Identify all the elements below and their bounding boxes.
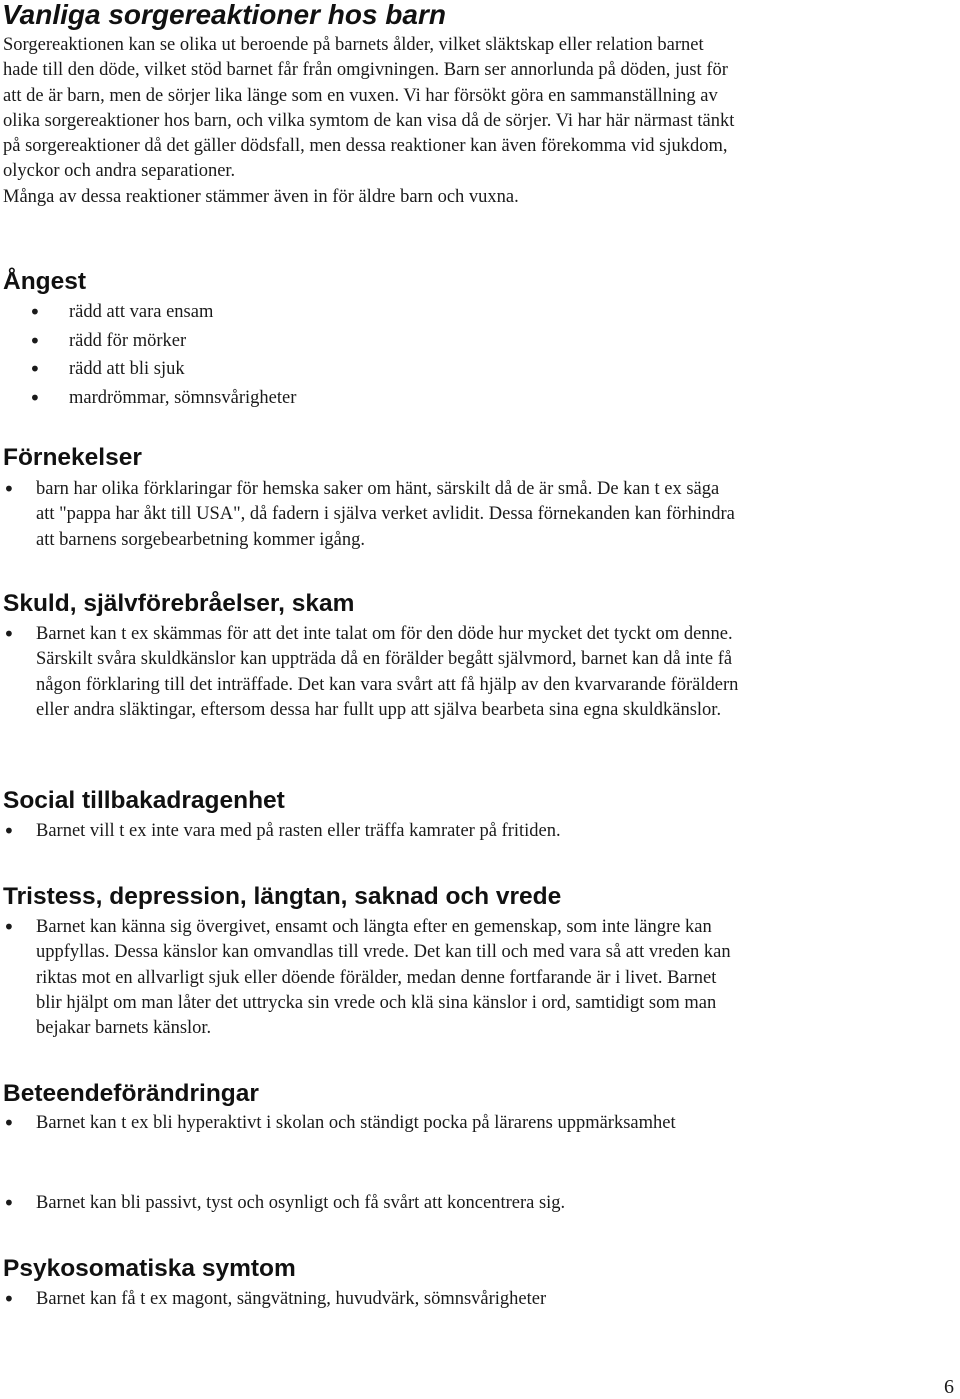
bullet-icon: • [3, 477, 15, 501]
list-item: • Barnet vill t ex inte vara med på rasten eller träffa kamrater på fritiden. [3, 819, 561, 843]
page-number: 6 [944, 1376, 954, 1398]
page-title: Vanliga sorgereaktioner hos barn [2, 0, 446, 30]
list-item: • Barnet kan bli passivt, tyst och osynligt och få svårt att koncentrera sig. [3, 1191, 566, 1215]
bullet-icon: • [3, 1111, 15, 1135]
bullet-icon: • [29, 300, 41, 324]
section-heading-fornekelser: Förnekelser [3, 444, 142, 471]
bullet-icon: • [29, 385, 41, 410]
bullet-icon: • [3, 1191, 15, 1215]
intro-text [3, 33, 743, 210]
bullet-icon: • [3, 1287, 15, 1311]
list-item: • Barnet kan t ex skämmas för att det inte talat om för den döde hur mycket det tyckt om denne. Särskilt svåra skuldkänslor kan uppträda då en förälder begått självmord, barnet kan då inte få någon förklaring till det inträffade. Det kan vara svårt att få hjälp av den kvarvarande föräldern eller andra släktingar, eftersom dessa har fullt upp att själva bearbeta sina egna skuldkänslor. [3, 622, 739, 720]
section-heading-angest: Ångest [3, 268, 87, 295]
list-item: • barn har olika förklaringar för hemska saker om hänt, särskilt då de är små. De kan t ex säga att "pappa har åkt till USA", då fadern i själva verket avlidit. Dessa förnekanden kan förhindra att barnens sorgebearbetning kommer igång. [3, 477, 735, 550]
bullet-icon: • [29, 328, 41, 353]
intro-paragraph-2: Många av dessa reaktioner stämmer även in för äldre barn och vuxna. [3, 186, 519, 207]
list-item: • Barnet kan känna sig övergivet, ensamt och längta efter en gemenskap, som inte längre kan uppfyllas. Dessa känslor kan omvandlas till vrede. Det kan till och med vara så att vreden kan riktas mot en allvarligt sjuk eller döende förälder, medan denne fortfarande är i livet. Barnet blir hjälpt om man låter det uttrycka sin vrede och klä sina känslor i ord, samtidigt som man bejakar barnets känslor. [3, 915, 731, 1039]
bullet-icon: • [29, 357, 41, 382]
intro-paragraph-1: Sorgereaktionen kan se olika ut beroende på barnets ålder, vilket släktskap eller relation barnet hade till den döde, vilket stöd barnet får från omgivningen. Barn ser annorlunda på döden, just för att de är barn, men de sörjer lika länge som en vuxen. Vi har försökt göra en sammanställning av olika sorgereaktioner hos barn, och vilka symtom de kan visa då de sörjer. Vi har här närmast tänkt på sorgereaktioner då det gäller dödsfall, men dessa reaktioner kan även förekomma vid sjukdom, olyckor och andra separationer. [3, 35, 735, 182]
section-heading-tristess: Tristess, depression, längtan, saknad och vrede [3, 883, 562, 910]
bullet-icon: • [3, 622, 15, 646]
list-item: • Barnet kan t ex bli hyperaktivt i skolan och ständigt pocka på lärarens uppmärksamhet [3, 1111, 676, 1135]
section-heading-beteende: Beteendeförändringar [3, 1080, 259, 1107]
section-heading-social: Social tillbakadragenhet [3, 787, 285, 814]
document-page: Vanliga sorgereaktioner hos barn Sorgereaktionen kan se olika ut beroende på barnets ålder, vilket släktskap eller relation barnet hade till den döde, vilket stöd barnet får från omgivningen. Barn ser annorlunda på döden, just för att de är barn, men de sörjer lika länge som en vuxen. Vi har försökt göra en sammanställning av olika sorgereaktioner hos barn, och vilka symtom de kan visa då de sörjer. Vi har här närmast tänkt på sorgereaktioner då det gäller dödsfall, men dessa reaktioner kan även förekomma vid sjukdom, olyckor och andra separationer. Många av dessa reaktioner stämmer även in för äldre barn och vuxna. Ångest • rädd att vara ensam • rädd för mörker • rädd att bli sjuk • mardrömmar, sömnsvårigheter Förnekelser • barn har olika förklaringar för hemska saker om hänt, särskilt då de är små. De kan t ex säga att "pappa har åkt till USA", då fadern i själva verket avlidit. Dessa förnekanden kan förhindra att barnens sorgebearbetning kommer igång. Skuld, självförebråelser, skam • Barnet kan t ex skämmas för att det inte talat om för den döde hur mycket det tyckt om denne. Särskilt svåra skuldkänslor kan uppträda då en förälder begått självmord, barnet kan då inte få någon förklaring till det inträffade. Det kan vara svårt att få hjälp av den kvarvarande föräldern eller andra släktingar, eftersom dessa har fullt upp att själva bearbeta sina egna skuldkänslor. Social tillbakadragenhet • Barnet vill t ex inte vara med på rasten eller träffa kamrater på fritiden. Tristess, depression, längtan, saknad och vrede • Barnet kan känna sig övergivet, ensamt och längta efter en gemenskap, som inte längre kan uppfyllas. Dessa känslor kan omvandlas till vrede. Det kan till och med vara så att vreden kan riktas mot en allvarligt sjuk eller döende förälder, medan denne fortfarande är i livet. Barnet blir hjälpt om man låter det uttrycka sin vrede och klä sina känslor i ord, samtidigt som man bejakar barnets känslor. Beteendeförändringar • Barnet kan t ex bli hyperaktivt i skolan och ständigt pocka på lärarens uppmärksamhet • Barnet kan bli passivt, tyst och osynligt och få svårt att koncentrera sig. Psykosomatiska symtom • Barnet kan få t ex magont, sängvätning, huvudvärk, sömnsvårigheter 6 [2, 0, 954, 1398]
bullet-icon: • [3, 819, 15, 843]
list-item: • Barnet kan få t ex magont, sängvätning, huvudvärk, sömnsvårigheter [3, 1287, 547, 1311]
section-heading-skuld: Skuld, självförebråelser, skam [3, 590, 355, 617]
bullet-icon: • [3, 915, 15, 939]
section-heading-psykosomatiska: Psykosomatiska symtom [3, 1255, 296, 1282]
